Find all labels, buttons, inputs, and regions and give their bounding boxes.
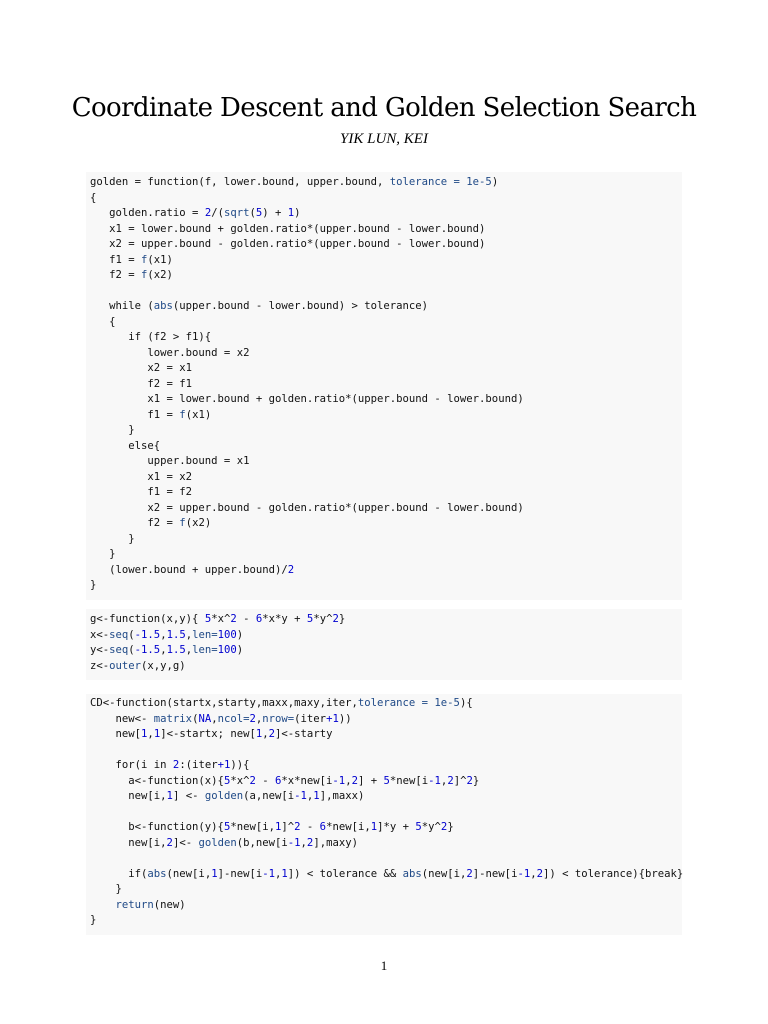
code-token: lower.bound = x2 xyxy=(90,346,250,359)
code-token: - xyxy=(236,613,256,625)
code-token: f xyxy=(179,408,186,421)
cd-function-block xyxy=(86,694,682,935)
code-token: , xyxy=(160,628,167,641)
code-line xyxy=(90,578,682,594)
code-token: } xyxy=(90,914,97,926)
code-token: (x2) xyxy=(147,269,173,281)
code-token: , xyxy=(306,790,314,802)
code-token: (new[i, xyxy=(166,867,212,880)
code-token: golden = function(f, lower.bound, upper.bound, xyxy=(90,176,390,188)
code-token: 1 xyxy=(166,790,173,802)
code-line xyxy=(90,727,682,743)
code-line xyxy=(90,882,682,898)
code-token: ) + xyxy=(262,207,288,219)
code-token: CD<-function(startx,starty,maxx,maxy,iter, xyxy=(90,697,358,709)
code-line xyxy=(90,454,682,470)
code-token: *x^ xyxy=(230,774,250,787)
code-line xyxy=(90,851,682,867)
code-token: - xyxy=(255,774,275,787)
code-token: ]) < tolerance && xyxy=(287,867,403,880)
code-token: 2 xyxy=(306,836,314,849)
code-token: ( xyxy=(192,712,199,725)
code-line xyxy=(90,712,682,728)
code-token: 1 xyxy=(153,728,161,740)
code-token: 2 xyxy=(172,759,180,771)
code-token: (new[i, xyxy=(421,867,467,880)
code-token: f1 = f2 xyxy=(90,486,193,498)
code-token: matrix xyxy=(153,712,193,725)
code-token: (b,new[i xyxy=(236,836,288,849)
code-token: len= xyxy=(192,644,218,656)
code-token: 5 xyxy=(255,207,263,219)
code-token: x<- xyxy=(90,628,110,641)
code-token: (a,new[i xyxy=(243,790,295,802)
code-token: { xyxy=(90,315,116,328)
code-token: , xyxy=(160,644,167,656)
code-line xyxy=(90,774,682,790)
code-token: -1 xyxy=(428,774,441,787)
code-token: ] <- xyxy=(172,790,205,802)
code-token: ],maxx) xyxy=(319,790,365,802)
code-token: -1.5 xyxy=(134,628,161,641)
code-token: )) xyxy=(338,712,352,725)
code-token: , xyxy=(345,774,352,787)
code-token: -1 xyxy=(262,867,276,880)
code-token: abs xyxy=(153,300,173,312)
code-token: y<- xyxy=(90,644,110,656)
code-line xyxy=(90,315,682,331)
code-token: x2 = upper.bound - golden.ratio*(upper.bound - lower.bound) xyxy=(90,501,524,514)
code-line xyxy=(90,330,682,346)
code-token: ]<-starty xyxy=(275,728,333,740)
code-token: ],maxy) xyxy=(313,836,358,849)
code-token: } xyxy=(338,613,346,625)
code-line xyxy=(90,898,682,914)
code-token: f2 = f1 xyxy=(90,377,193,390)
code-line xyxy=(90,743,682,759)
code-token: ) xyxy=(236,644,244,656)
code-token: f xyxy=(141,253,148,266)
code-token: f xyxy=(179,517,186,529)
code-token: -1 xyxy=(287,836,301,849)
code-token: abs xyxy=(147,867,167,880)
code-token: 2 xyxy=(249,712,256,725)
code-token: +1 xyxy=(326,712,339,725)
code-token: 1 xyxy=(313,790,320,802)
code-token: 2 xyxy=(249,774,256,787)
code-token: 1 xyxy=(370,821,378,833)
code-line xyxy=(90,867,682,883)
code-token: 6 xyxy=(255,613,263,625)
code-token: ]^ xyxy=(281,821,295,833)
code-token: , xyxy=(262,728,269,740)
code-token: 1 xyxy=(287,207,295,219)
code-token: f1 = xyxy=(90,253,142,266)
code-token: 1 xyxy=(141,728,148,740)
code-line xyxy=(90,237,682,253)
code-token: while ( xyxy=(90,300,154,312)
code-token: ]<- xyxy=(172,836,199,849)
code-line xyxy=(90,532,682,548)
code-token: 5 xyxy=(383,774,390,787)
code-line xyxy=(90,501,682,517)
code-token: f xyxy=(141,269,148,281)
code-token: } xyxy=(90,579,97,591)
code-token: tolerance = 1e-5 xyxy=(357,697,460,709)
code-token: *y^ xyxy=(313,613,333,625)
code-token: , xyxy=(275,867,282,880)
code-token: NA xyxy=(198,712,212,725)
code-token: 1 xyxy=(281,867,288,880)
grid-setup-block xyxy=(86,609,682,680)
code-token: f1 = xyxy=(90,408,180,421)
code-line xyxy=(90,696,682,712)
code-token: x1 = lower.bound + golden.ratio*(upper.bound - lower.bound) xyxy=(90,222,486,235)
code-token: , xyxy=(440,774,448,787)
code-line xyxy=(90,805,682,821)
code-token: :(iter xyxy=(179,759,218,771)
code-token: 5 xyxy=(306,613,314,625)
code-token: 2 xyxy=(332,613,339,625)
code-token: 2 xyxy=(294,821,301,833)
code-line xyxy=(90,439,682,455)
code-token: ]<-startx; new[ xyxy=(160,728,256,740)
code-token: g<-function(x,y){ xyxy=(90,613,205,625)
code-token: *new[i, xyxy=(326,821,371,833)
code-line xyxy=(90,836,682,852)
code-token: seq xyxy=(109,644,129,656)
code-token: } xyxy=(90,424,135,436)
code-token: 2 xyxy=(466,774,473,787)
code-token: golden xyxy=(204,790,244,802)
code-token: (x2) xyxy=(185,517,212,529)
code-token: x2 = upper.bound - golden.ratio*(upper.bound - lower.bound) xyxy=(90,238,486,250)
code-token: 1.5 xyxy=(166,628,186,641)
code-token: -1.5 xyxy=(134,644,161,656)
code-token: *new[i, xyxy=(230,821,275,833)
code-line xyxy=(90,253,682,269)
code-token: } xyxy=(90,532,135,545)
code-token: new[i, xyxy=(90,836,167,849)
code-line xyxy=(90,485,682,501)
code-line xyxy=(90,284,682,300)
code-token: , xyxy=(211,712,218,725)
code-token: ]-new[i xyxy=(217,867,263,880)
code-token: ){ xyxy=(459,697,473,709)
code-line xyxy=(90,789,682,805)
code-line xyxy=(90,191,682,207)
code-token: 2 xyxy=(440,821,448,833)
code-token: 2 xyxy=(204,207,212,219)
code-token: (lower.bound + upper.bound)/ xyxy=(90,563,288,576)
code-token: 2 xyxy=(287,563,295,576)
code-token: 100 xyxy=(217,644,237,656)
code-token: -1 xyxy=(332,774,346,787)
code-token: { xyxy=(90,191,97,204)
code-token: ]*y + xyxy=(377,821,416,833)
code-token: sqrt xyxy=(223,207,250,219)
code-token: -1 xyxy=(294,790,307,802)
code-token: , xyxy=(300,836,307,849)
code-token: , xyxy=(255,712,263,725)
code-line xyxy=(90,758,682,774)
code-token: x1 = lower.bound + golden.ratio*(upper.bound - lower.bound) xyxy=(90,393,524,405)
code-line xyxy=(90,268,682,284)
code-token: } xyxy=(90,548,116,560)
code-token: } xyxy=(472,774,480,787)
code-token: golden.ratio = xyxy=(90,207,205,219)
code-token: 5 xyxy=(223,821,231,833)
code-token: 1 xyxy=(274,821,282,833)
code-token: 6 xyxy=(275,774,282,787)
code-token: *new[i xyxy=(389,774,429,787)
code-line xyxy=(90,659,682,675)
code-token: ) xyxy=(491,176,499,188)
code-token: ]^ xyxy=(453,774,467,787)
code-token: abs xyxy=(402,867,422,880)
code-token: } xyxy=(90,883,122,895)
code-token: 5 xyxy=(415,821,422,833)
code-line xyxy=(90,408,682,424)
code-token: 2 xyxy=(230,613,237,625)
code-token: ] + xyxy=(357,774,384,787)
code-token: *x*y + xyxy=(262,613,307,625)
code-token: *y^ xyxy=(421,821,441,833)
code-line xyxy=(90,175,682,191)
code-token: if( xyxy=(90,867,148,880)
page-number: 1 xyxy=(380,958,388,973)
code-token: (x,y,g) xyxy=(141,659,186,672)
code-token: 2 xyxy=(536,867,543,880)
author-name: YIK LUN, KEI xyxy=(340,131,428,147)
code-token: b<-function(y){ xyxy=(90,821,224,833)
code-token: , xyxy=(530,867,537,880)
code-token: 2 xyxy=(268,728,276,740)
code-token: ncol= xyxy=(217,712,250,725)
code-token: a<-function(x){ xyxy=(90,774,224,787)
code-token: if (f2 > f1){ xyxy=(90,331,212,343)
code-token: 1 xyxy=(211,867,218,880)
code-line xyxy=(90,392,682,408)
code-token: new[ xyxy=(90,728,142,740)
code-token: 6 xyxy=(319,821,327,833)
code-token: - xyxy=(300,821,320,833)
code-token: *x^ xyxy=(211,613,231,625)
code-token: 2 xyxy=(351,774,358,787)
code-token: 1 xyxy=(255,728,263,740)
code-token: len= xyxy=(192,628,218,641)
code-line xyxy=(90,820,682,836)
code-line xyxy=(90,612,682,628)
code-token: 2 xyxy=(447,774,454,787)
code-token: -1 xyxy=(517,867,531,880)
code-token: ( xyxy=(128,644,135,656)
code-token: outer xyxy=(109,659,142,672)
code-token: (x1) xyxy=(185,408,212,421)
code-token: ]) < tolerance){break} xyxy=(543,867,684,880)
code-token: tolerance = 1e-5 xyxy=(389,176,492,188)
code-token: } xyxy=(447,821,454,833)
code-token: 1.5 xyxy=(166,644,186,656)
code-token: else{ xyxy=(90,439,161,452)
code-line xyxy=(90,628,682,644)
code-token: ]-new[i xyxy=(472,867,518,880)
code-token: /( xyxy=(211,207,224,219)
code-token: (upper.bound - lower.bound) > tolerance) xyxy=(172,300,429,312)
code-line xyxy=(90,222,682,238)
code-token: 5 xyxy=(204,613,212,625)
code-token: )){ xyxy=(230,759,250,771)
code-token: ) xyxy=(236,628,244,641)
code-token: seq xyxy=(109,628,129,641)
code-token: 2 xyxy=(166,836,173,849)
golden-function-block xyxy=(86,172,682,600)
code-line xyxy=(90,913,682,929)
code-token xyxy=(90,899,116,911)
code-token: nrow= xyxy=(262,712,295,725)
code-line xyxy=(90,563,682,579)
code-token: f2 = xyxy=(90,517,180,529)
code-token: for(i in xyxy=(90,759,173,771)
code-line xyxy=(90,423,682,439)
code-token: new<- xyxy=(90,712,154,725)
code-token: , xyxy=(185,628,193,641)
code-token: +1 xyxy=(217,759,231,771)
code-token: new[i, xyxy=(90,790,167,802)
code-token: 100 xyxy=(217,628,237,641)
code-token: ( xyxy=(128,628,135,641)
code-token: (new) xyxy=(153,898,186,911)
code-token: , xyxy=(147,728,154,740)
code-line xyxy=(90,643,682,659)
code-token: z<- xyxy=(90,659,110,672)
code-line xyxy=(90,547,682,563)
document-title: Coordinate Descent and Golden Selection Search xyxy=(71,93,697,123)
code-token: , xyxy=(185,644,193,656)
code-line xyxy=(90,377,682,393)
code-token: ) xyxy=(294,207,301,219)
code-line xyxy=(90,299,682,315)
code-token: (x1) xyxy=(147,253,173,266)
code-token: *x*new[i xyxy=(281,774,333,787)
code-line xyxy=(90,361,682,377)
code-token: x2 = x1 xyxy=(90,362,193,374)
code-token: golden xyxy=(198,836,237,849)
code-line xyxy=(90,206,682,222)
code-line xyxy=(90,470,682,486)
code-token: (iter xyxy=(294,712,327,725)
code-token: ( xyxy=(249,207,256,219)
code-token: f2 = xyxy=(90,269,142,281)
code-token: 5 xyxy=(223,774,231,787)
code-line xyxy=(90,346,682,362)
code-token: upper.bound = x1 xyxy=(90,455,250,467)
code-token: x1 = x2 xyxy=(90,470,193,483)
code-token: return xyxy=(115,898,154,911)
code-token: 2 xyxy=(466,867,473,880)
code-line xyxy=(90,516,682,532)
